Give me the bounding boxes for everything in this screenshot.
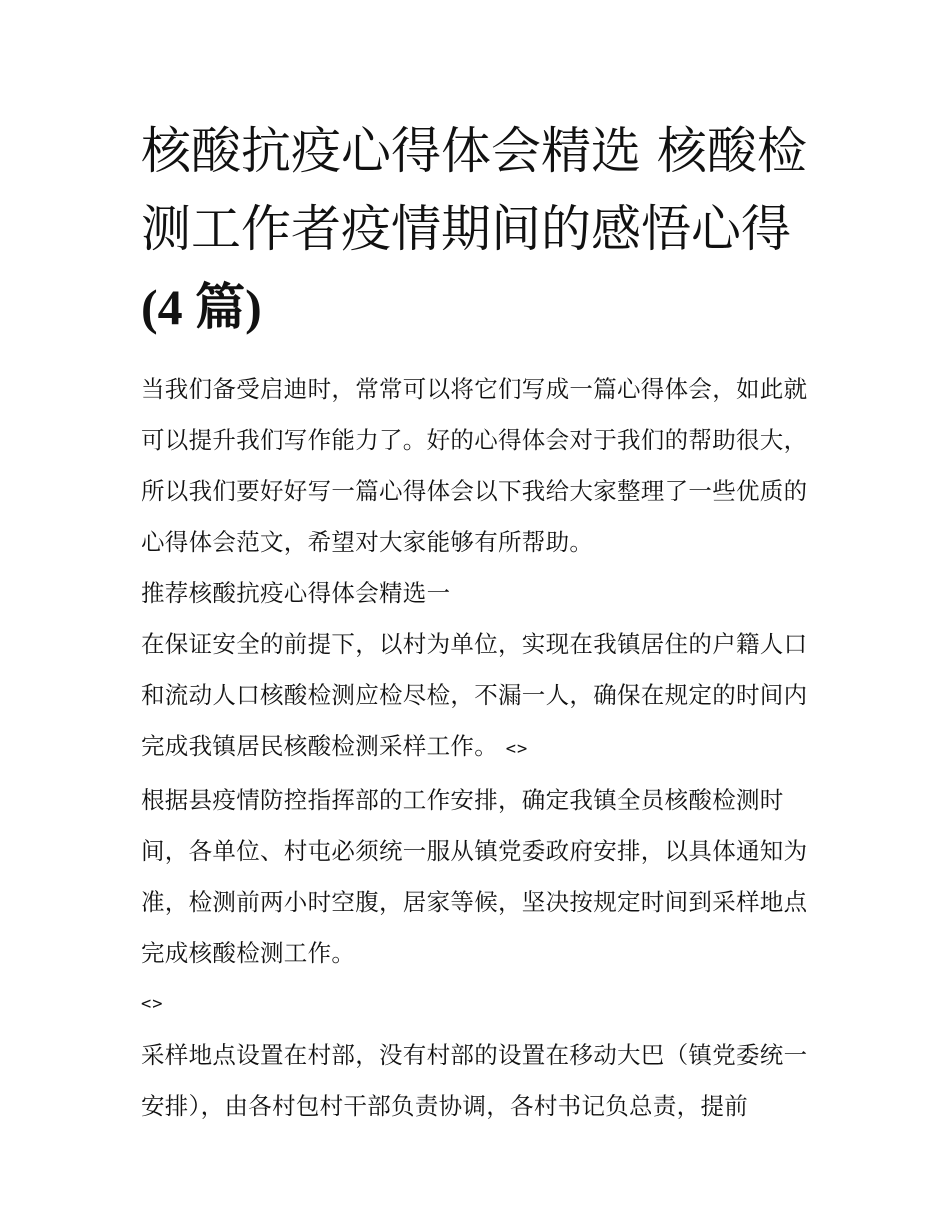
body-paragraph-2: 根据县疫情防控指挥部的工作安排，确定我镇全员核酸检测时间，各单位、村屯必须统一服从镇党委政府安排，以具体通知为准，检测前两小时空腹，居家等候，坚决按规定时间到采样地点完成核酸检测工作。	[141, 786, 808, 967]
block-marker: <>	[141, 994, 164, 1014]
body-paragraph-1-text: 在保证安全的前提下，以村为单位，实现在我镇居住的户籍人口和流动人口核酸检测应检尽检，不漏一人，确保在规定的时间内完成我镇居民核酸检测采样工作。	[141, 630, 808, 760]
document-title	[141, 112, 813, 346]
intro-paragraph: 当我们备受启迪时，常常可以将它们写成一篇心得体会，如此就可以提升我们写作能力了。好的心得体会对于我们的帮助很大，所以我们要好好写一篇心得体会以下我给大家整理了一些优质的心得体会范文，希望对大家能够有所帮助。	[141, 375, 808, 556]
title-main-text: 核酸抗疫心得体会精选 核酸检测工作者疫情期间的感悟心得	[141, 122, 807, 258]
title-suffix: 篇)	[182, 279, 262, 335]
body-paragraph-1	[141, 619, 813, 775]
title-count: (4	[141, 279, 183, 335]
body-paragraph-3: 采样地点设置在村部，没有村部的设置在移动大巴（镇党委统一安排），由各村包村干部负责协调，各村书记负总责，提前	[141, 1041, 808, 1120]
inline-marker: <>	[505, 739, 529, 759]
section-heading: 推荐核酸抗疫心得体会精选一	[141, 579, 451, 607]
document-page	[141, 112, 813, 1132]
